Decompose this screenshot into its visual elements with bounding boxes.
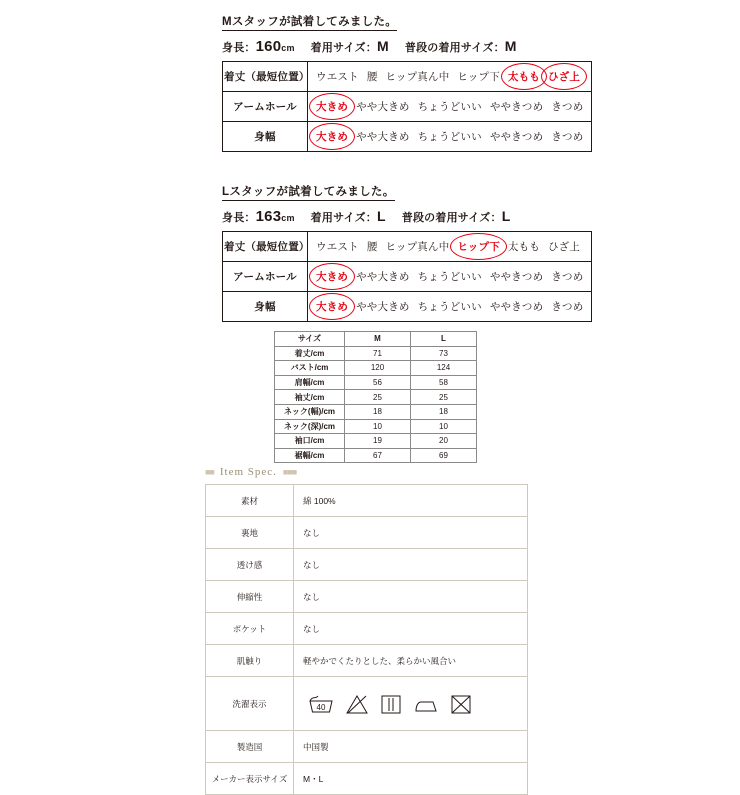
spec-value: なし — [294, 581, 528, 613]
size-chart-cell-l: 73 — [411, 346, 477, 361]
fit-option[interactable]: やや大きめ — [356, 271, 410, 283]
table-row — [206, 613, 528, 645]
size-chart — [274, 331, 477, 463]
table-row — [223, 62, 592, 92]
fit-option[interactable]: 腰 — [366, 241, 378, 253]
fit-row-label: 身幅 — [223, 122, 308, 152]
spec-value-wash-icons — [294, 677, 528, 731]
table-row — [275, 375, 477, 390]
size-chart-cell-m: 56 — [345, 375, 411, 390]
fit-row-label: 着丈（最短位置） — [223, 232, 308, 262]
staff-meta-m — [222, 38, 592, 55]
spec-key: 裏地 — [206, 517, 294, 549]
size-chart-header-cell: M — [345, 332, 411, 347]
wash-40-icon — [308, 693, 334, 715]
fit-option[interactable]: ウエスト — [316, 71, 359, 83]
fit-option[interactable]: ヒップ下 — [457, 71, 500, 83]
size-chart-cell-l: 10 — [411, 419, 477, 434]
table-row — [223, 92, 592, 122]
size-chart-row-name: バスト/cm — [275, 361, 345, 376]
fit-option[interactable]: きつめ — [551, 131, 584, 143]
spec-value: 中国製 — [294, 731, 528, 763]
size-chart-table — [274, 331, 477, 463]
table-row — [275, 434, 477, 449]
fit-option[interactable]: やや大きめ — [356, 101, 410, 113]
fit-option[interactable]: ヒップ真ん中 — [385, 71, 450, 83]
fit-option[interactable]: きつめ — [551, 271, 584, 283]
table-row — [275, 361, 477, 376]
fit-option[interactable]: 太もも — [507, 241, 541, 253]
table-row — [206, 581, 528, 613]
table-row — [223, 292, 592, 322]
staff-fitting-block-l — [222, 182, 592, 322]
size-chart-cell-m: 120 — [345, 361, 411, 376]
table-row — [275, 448, 477, 463]
heading-left-blocks: ■■ — [205, 467, 214, 477]
table-row — [206, 763, 528, 795]
table-row-header — [275, 332, 477, 347]
fit-option-selected[interactable]: 大きめ — [316, 101, 349, 113]
fit-row-label: 着丈（最短位置） — [223, 62, 308, 92]
size-chart-row-name: 肩幅/cm — [275, 375, 345, 390]
size-chart-row-name: 着丈/cm — [275, 346, 345, 361]
heading-right-blocks: ■■■ — [282, 467, 297, 477]
spec-value: M・L — [294, 763, 528, 795]
table-row — [275, 419, 477, 434]
table-row — [206, 549, 528, 581]
size-chart-cell-m: 10 — [345, 419, 411, 434]
table-row — [206, 485, 528, 517]
dry-in-shade-icon — [380, 693, 402, 715]
iron-icon — [413, 693, 439, 715]
usual-size-label-l: 普段の着用サイズ： — [401, 212, 502, 224]
height-label-l: 身長： — [222, 212, 256, 224]
height-unit-m: cm — [281, 43, 295, 53]
heading-title: Item Spec. — [219, 466, 277, 478]
height-value-m: 160 — [255, 38, 282, 55]
fit-option[interactable]: きつめ — [551, 101, 584, 113]
spec-value: 綿 100% — [294, 485, 528, 517]
staff-fitting-title-m: Mスタッフが試着してみました。 — [222, 13, 397, 31]
fit-option-selected[interactable]: 大きめ — [316, 271, 349, 283]
staff-meta-l — [222, 208, 592, 225]
height-value-l: 163 — [255, 208, 282, 225]
fit-row-options — [308, 122, 592, 152]
fit-option[interactable]: ひざ上 — [548, 241, 581, 253]
size-chart-cell-l: 69 — [411, 448, 477, 463]
spec-value: なし — [294, 517, 528, 549]
no-bleach-icon — [345, 693, 369, 715]
wear-size-label-m: 着用サイズ： — [310, 42, 377, 54]
spec-key: 製造国 — [206, 731, 294, 763]
spec-key: 洗濯表示 — [206, 677, 294, 731]
size-chart-row-name: 裾幅/cm — [275, 448, 345, 463]
spec-key: 肌触り — [206, 645, 294, 677]
fit-row-options — [308, 262, 592, 292]
size-chart-row-name: 袖丈/cm — [275, 390, 345, 405]
table-row — [206, 645, 528, 677]
size-chart-cell-m: 67 — [345, 448, 411, 463]
table-row — [206, 731, 528, 763]
fit-row-options — [308, 292, 592, 322]
size-chart-cell-m: 25 — [345, 390, 411, 405]
fit-option-selected[interactable]: 大きめ — [316, 131, 349, 143]
size-chart-header-cell: サイズ — [275, 332, 345, 347]
fit-option[interactable]: ちょうどいい — [417, 101, 482, 113]
size-chart-cell-l: 124 — [411, 361, 477, 376]
usual-size-label-m: 普段の着用サイズ： — [404, 42, 505, 54]
fit-option-selected[interactable]: ひざ上 — [548, 71, 581, 83]
usual-size-value-m: M — [504, 38, 517, 54]
table-row — [223, 262, 592, 292]
size-chart-cell-l: 18 — [411, 404, 477, 419]
spec-value: なし — [294, 613, 528, 645]
height-label-m: 身長： — [222, 42, 256, 54]
size-chart-cell-l: 58 — [411, 375, 477, 390]
fit-option-selected[interactable]: ヒップ下 — [457, 241, 500, 253]
fit-option-selected[interactable]: 大きめ — [316, 301, 349, 313]
table-row — [206, 517, 528, 549]
staff-fitting-title-l: Lスタッフが試着してみました。 — [222, 183, 395, 201]
fit-option[interactable]: ややきつめ — [489, 101, 544, 113]
staff-fitting-block-m — [222, 12, 592, 152]
svg-text:40: 40 — [316, 702, 326, 712]
fit-row-label: アームホール — [223, 92, 308, 122]
table-row — [275, 390, 477, 405]
wear-size-label-l: 着用サイズ： — [310, 212, 377, 224]
fit-option[interactable]: 腰 — [366, 71, 378, 83]
spec-key: 透け感 — [206, 549, 294, 581]
fitting-table-l — [222, 231, 592, 322]
spec-key: ポケット — [206, 613, 294, 645]
fit-row-options — [308, 92, 592, 122]
table-row — [275, 346, 477, 361]
item-spec-table — [205, 484, 528, 795]
size-chart-row-name: 袖口/cm — [275, 434, 345, 449]
size-chart-row-name: ネック(幅)/cm — [275, 404, 345, 419]
fit-option[interactable]: ちょうどいい — [417, 301, 482, 313]
item-spec-heading — [205, 466, 528, 478]
fit-option[interactable]: ちょうどいい — [417, 131, 482, 143]
fitting-table-m — [222, 61, 592, 152]
fit-row-options — [308, 62, 592, 92]
item-spec-section — [205, 466, 528, 795]
size-chart-cell-l: 25 — [411, 390, 477, 405]
size-chart-row-name: ネック(深)/cm — [275, 419, 345, 434]
fit-option[interactable]: やや大きめ — [356, 301, 410, 313]
fit-option[interactable]: ちょうどいい — [417, 271, 482, 283]
fit-option[interactable]: ややきつめ — [489, 271, 544, 283]
wear-size-value-m: M — [377, 38, 389, 54]
table-row — [223, 122, 592, 152]
spec-value: 軽やかでくたりとした、柔らかい風合い — [294, 645, 528, 677]
fit-option[interactable]: ややきつめ — [489, 301, 544, 313]
fit-row-label: アームホール — [223, 262, 308, 292]
spec-value: なし — [294, 549, 528, 581]
size-chart-cell-m: 71 — [345, 346, 411, 361]
table-row — [223, 232, 592, 262]
spec-key: 素材 — [206, 485, 294, 517]
no-dryclean-icon — [450, 693, 472, 715]
size-chart-cell-m: 19 — [345, 434, 411, 449]
fit-option-selected[interactable]: 太もも — [507, 71, 541, 83]
fit-option[interactable]: ややきつめ — [489, 131, 544, 143]
fit-row-options — [308, 232, 592, 262]
spec-key: 伸縮性 — [206, 581, 294, 613]
table-row — [275, 404, 477, 419]
fit-option[interactable]: きつめ — [551, 301, 584, 313]
table-row — [206, 677, 528, 731]
spec-key: メーカー表示サイズ — [206, 763, 294, 795]
size-chart-cell-m: 18 — [345, 404, 411, 419]
wear-size-value-l: L — [377, 208, 386, 224]
fit-option[interactable]: やや大きめ — [356, 131, 410, 143]
height-unit-l: cm — [281, 213, 295, 223]
size-chart-cell-l: 20 — [411, 434, 477, 449]
fit-row-label: 身幅 — [223, 292, 308, 322]
fit-option[interactable]: ヒップ真ん中 — [385, 241, 450, 253]
size-chart-header-cell: L — [411, 332, 477, 347]
usual-size-value-l: L — [501, 208, 511, 224]
fit-option[interactable]: ウエスト — [316, 241, 359, 253]
wash-care-icon-group — [303, 693, 526, 715]
